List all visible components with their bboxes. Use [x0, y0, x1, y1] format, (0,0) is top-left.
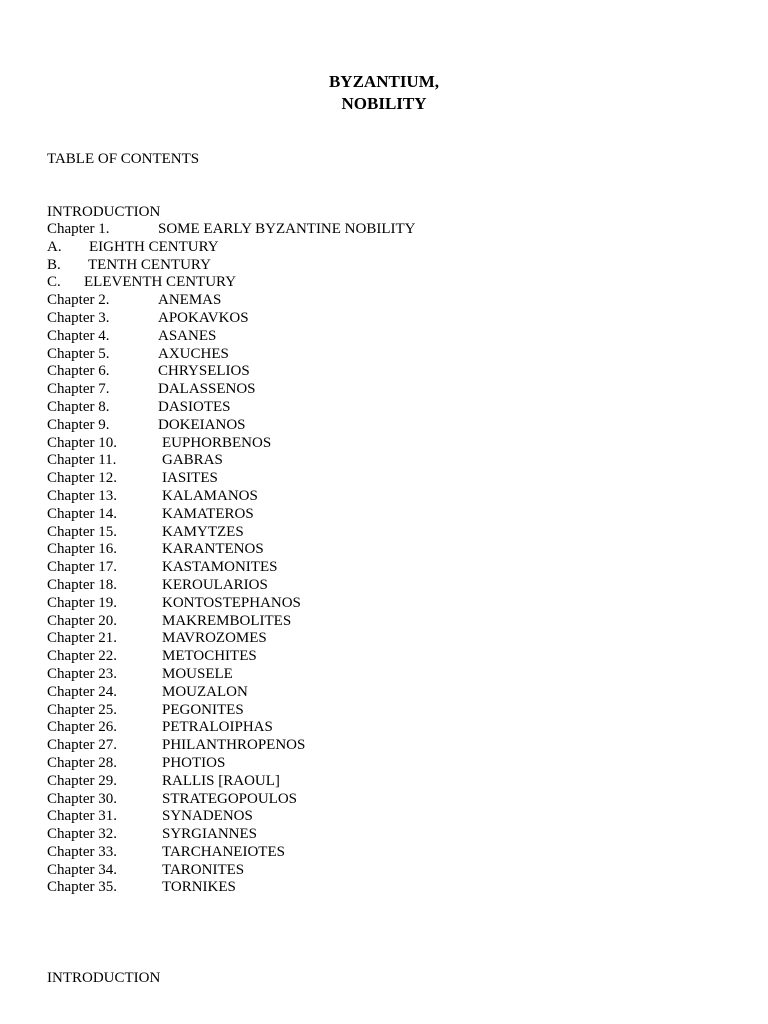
toc-entry — [47, 488, 647, 506]
toc-entry-label: Chapter 11. — [47, 452, 117, 469]
toc-entry-label: B. — [47, 256, 61, 273]
document-title-line-1: BYZANTIUM, — [328, 72, 440, 91]
toc-entry-title: PEGONITES — [162, 701, 244, 718]
toc-entry-title: MAVROZOMES — [162, 630, 267, 647]
toc-entry — [47, 541, 647, 559]
toc-entry — [47, 755, 647, 773]
toc-entry-title: CHRYSELIOS — [158, 363, 250, 380]
toc-entry-label: Chapter 14. — [47, 505, 117, 522]
toc-entry-label: Chapter 18. — [47, 576, 117, 593]
toc-entry — [47, 666, 647, 684]
toc-entry — [47, 844, 647, 862]
toc-entry — [47, 524, 647, 542]
toc-entry — [47, 630, 647, 648]
toc-entry-title: ASANES — [158, 327, 217, 344]
toc-entry-title: KASTAMONITES — [162, 559, 278, 576]
toc-entry-label: Chapter 10. — [47, 434, 117, 451]
toc-entry-title: MOUZALON — [162, 683, 248, 700]
toc-entry-title: DOKEIANOS — [158, 416, 246, 433]
toc-entry-label: Chapter 27. — [47, 737, 117, 754]
toc-entry — [47, 417, 647, 435]
toc-entry — [47, 346, 647, 364]
toc-entry-label: Chapter 13. — [47, 487, 117, 504]
toc-entry-label: Chapter 9. — [47, 416, 110, 433]
toc-entry-label: Chapter 5. — [47, 345, 110, 362]
toc-entry — [47, 381, 647, 399]
toc-entry-label: Chapter 31. — [47, 808, 117, 825]
toc-entry-title: SYNADENOS — [162, 808, 253, 825]
table-of-contents — [47, 221, 647, 897]
toc-entry — [47, 648, 647, 666]
toc-entry-label: Chapter 6. — [47, 363, 110, 380]
toc-entry — [47, 684, 647, 702]
toc-entry-title: KONTOSTEPHANOS — [162, 594, 301, 611]
toc-entry-title: PHOTIOS — [162, 754, 226, 771]
toc-entry — [47, 559, 647, 577]
toc-entry — [47, 470, 647, 488]
toc-entry — [47, 702, 647, 720]
toc-entry — [47, 292, 647, 310]
toc-entry-title: SOME EARLY BYZANTINE NOBILITY — [158, 221, 416, 237]
toc-entry — [47, 862, 647, 880]
toc-entry-title: PETRALOIPHAS — [162, 719, 273, 736]
toc-entry — [47, 595, 647, 613]
toc-entry-title: KALAMANOS — [162, 487, 258, 504]
toc-entry-label: Chapter 7. — [47, 381, 110, 398]
toc-entry-label: Chapter 34. — [47, 861, 117, 878]
toc-entry-label: Chapter 4. — [47, 327, 110, 344]
toc-entry — [47, 719, 647, 737]
toc-entry-title: TENTH CENTURY — [88, 256, 211, 273]
toc-entry-title: DASIOTES — [158, 398, 231, 415]
toc-entry-title: METOCHITES — [162, 648, 257, 665]
toc-introduction-entry: INTRODUCTION — [47, 204, 161, 220]
toc-entry-title: KEROULARIOS — [162, 576, 268, 593]
toc-entry-label: Chapter 24. — [47, 683, 117, 700]
toc-entry-label: Chapter 30. — [47, 790, 117, 807]
toc-entry — [47, 328, 647, 346]
toc-entry — [47, 257, 647, 275]
toc-entry — [47, 363, 647, 381]
toc-entry — [47, 773, 647, 791]
toc-entry — [47, 791, 647, 809]
toc-entry — [47, 435, 647, 453]
toc-entry-title: PHILANTHROPENOS — [162, 737, 306, 754]
toc-entry-label: Chapter 19. — [47, 594, 117, 611]
toc-entry-label: Chapter 21. — [47, 630, 117, 647]
toc-entry-title: MAKREMBOLITES — [162, 612, 292, 629]
toc-entry-label: Chapter 23. — [47, 665, 117, 682]
toc-entry-title: ELEVENTH CENTURY — [84, 274, 237, 291]
toc-entry-label: Chapter 35. — [47, 879, 117, 896]
toc-entry — [47, 737, 647, 755]
toc-entry — [47, 452, 647, 470]
toc-entry-title: MOUSELE — [162, 665, 233, 682]
toc-entry-label: Chapter 1. — [47, 221, 110, 237]
toc-entry-title: AXUCHES — [158, 345, 229, 362]
toc-entry-label: Chapter 28. — [47, 754, 117, 771]
toc-entry-label: Chapter 8. — [47, 398, 110, 415]
toc-entry-title: EIGHTH CENTURY — [89, 238, 219, 255]
toc-entry-label: Chapter 22. — [47, 648, 117, 665]
toc-entry-title: EUPHORBENOS — [162, 434, 272, 451]
toc-entry-title: SYRGIANNES — [162, 826, 258, 843]
toc-entry-title: KAMATEROS — [162, 505, 254, 522]
toc-entry-label: Chapter 12. — [47, 470, 117, 487]
toc-entry-title: STRATEGOPOULOS — [162, 790, 298, 807]
toc-entry-label: Chapter 16. — [47, 541, 117, 558]
toc-entry — [47, 274, 647, 292]
toc-entry — [47, 506, 647, 524]
toc-entry — [47, 577, 647, 595]
toc-entry — [47, 826, 647, 844]
toc-entry — [47, 399, 647, 417]
toc-entry-label: Chapter 33. — [47, 843, 117, 860]
toc-entry-title: TARCHANEIOTES — [162, 843, 285, 860]
toc-entry-label: Chapter 2. — [47, 292, 110, 309]
toc-entry-title: ANEMAS — [158, 292, 222, 309]
toc-entry — [47, 239, 647, 257]
toc-heading: TABLE OF CONTENTS — [47, 151, 200, 167]
toc-entry — [47, 613, 647, 631]
introduction-section-heading: INTRODUCTION — [47, 970, 161, 986]
toc-entry — [47, 221, 647, 239]
document-title-line-2: NOBILITY — [341, 94, 427, 113]
toc-entry — [47, 310, 647, 328]
toc-entry-title: GABRAS — [162, 452, 223, 469]
toc-entry-title: APOKAVKOS — [158, 309, 249, 326]
toc-entry-title: KARANTENOS — [162, 541, 264, 558]
toc-entry-label: Chapter 32. — [47, 826, 117, 843]
toc-entry-title: RALLIS [RAOUL] — [162, 772, 280, 789]
toc-entry — [47, 808, 647, 826]
toc-entry-label: Chapter 25. — [47, 701, 117, 718]
toc-entry-label: A. — [47, 238, 62, 255]
toc-entry-label: C. — [47, 274, 61, 291]
toc-entry-label: Chapter 20. — [47, 612, 117, 629]
toc-entry-label: Chapter 29. — [47, 772, 117, 789]
toc-entry — [47, 879, 647, 897]
toc-entry-label: Chapter 17. — [47, 559, 117, 576]
toc-entry-title: IASITES — [162, 470, 218, 487]
toc-entry-label: Chapter 26. — [47, 719, 117, 736]
toc-entry-label: Chapter 3. — [47, 309, 110, 326]
toc-entry-title: DALASSENOS — [158, 381, 256, 398]
toc-entry-label: Chapter 15. — [47, 523, 117, 540]
toc-entry-title: TARONITES — [162, 861, 245, 878]
toc-entry-title: TORNIKES — [162, 879, 236, 896]
toc-entry-title: KAMYTZES — [162, 523, 244, 540]
